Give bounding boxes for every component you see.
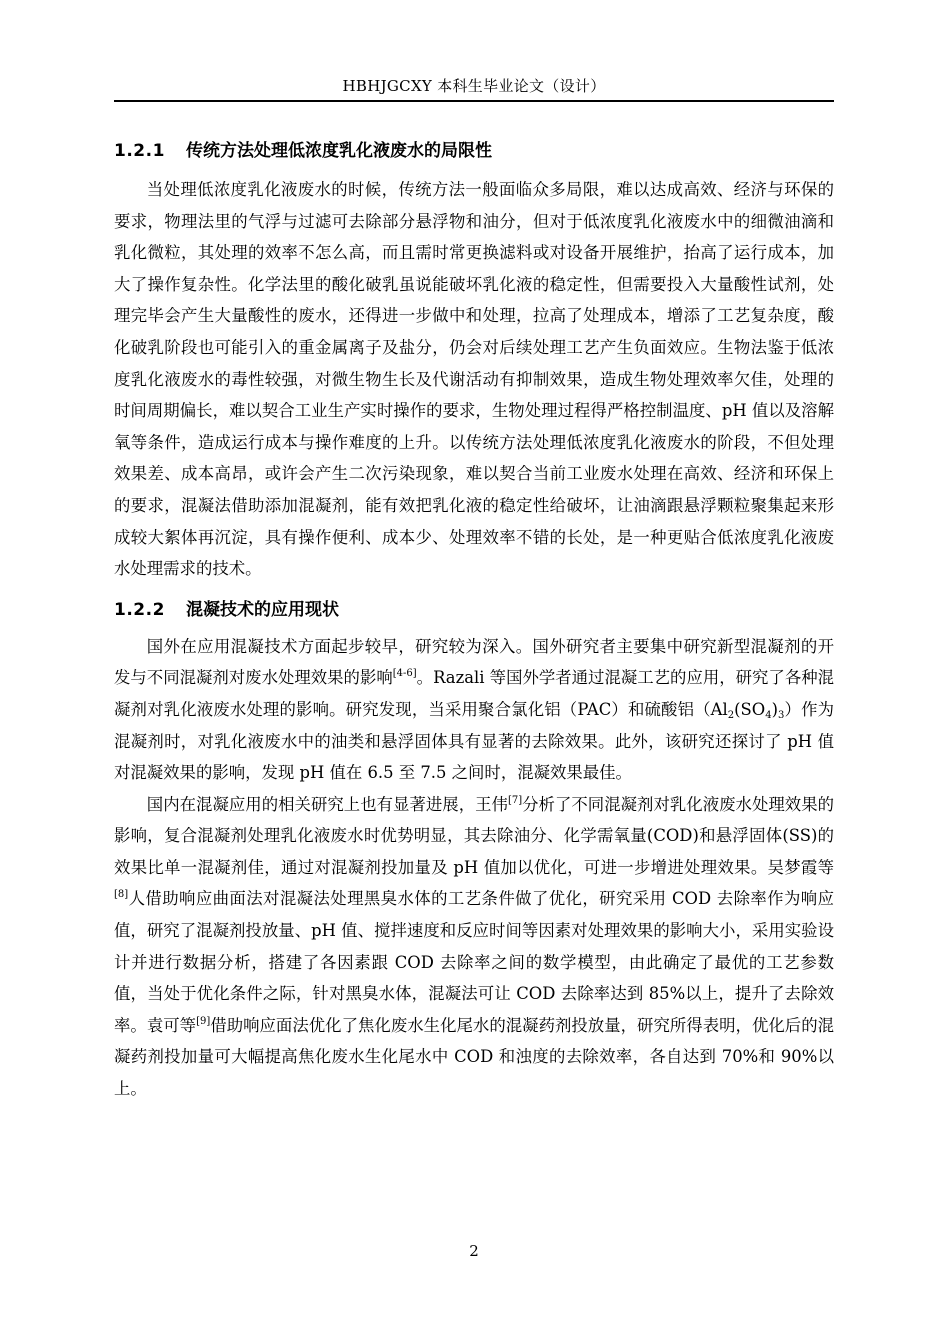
body-paragraph: [114, 631, 834, 789]
section-number: 1.2.1: [114, 141, 165, 161]
page-number: 2: [469, 1242, 479, 1260]
citation: [9]: [196, 1015, 211, 1027]
section-number: 1.2.2: [114, 599, 165, 620]
chemical-subscript: 2: [727, 709, 735, 721]
paragraph-text: 。Razali 等国外学者通过混凝工艺的应用，研究了各种混凝剂对乳化液废水处理的影响。研究发现，当采用聚合氯化铝（PAC）和硫酸铝（Al: [114, 668, 835, 719]
header-rule: [114, 100, 834, 102]
citation: [7]: [507, 794, 523, 806]
paragraph-text: 人借助响应曲面法对混凝法处理黑臭水体的工艺条件做了优化，研究采用 COD 去除率作为响应值，研究了混凝剂投放量、pH 值、搅拌速度和反应时间等因素对处理效果的影响大小，采用实验设计并进行数据分析，搭建了各因素跟 COD 去除率之间的数学模型，由此确定了最优的工艺参数值，当处于优化条件之际，针对黑臭水体，混凝法可让 COD 去除率达到 85%以上，提升了去除效率。袁可等: [114, 889, 834, 1035]
body-paragraph: [114, 789, 834, 1105]
paragraph-text: 分析了不同混凝剂对乳化液废水处理效果的影响，复合混凝剂处理乳化液废水时优势明显，其去除油分、化学需氧量(COD)和悬浮固体(SS)的效果比单一混凝剂佳，通过对混凝剂投加量及 pH 值加以优化，可进一步增进处理效果。吴梦霞等: [114, 794, 835, 877]
paragraph-text: ): [771, 699, 778, 719]
chemical-subscript: 4: [765, 709, 772, 721]
section-heading-1-2-1: [114, 134, 834, 168]
citation: [8]: [114, 889, 129, 901]
paragraph-text: (SO: [734, 699, 766, 719]
body-paragraph: 当处理低浓度乳化液废水的时候，传统方法一般面临众多局限，难以达成高效、经济与环保的要求，物理法里的气浮与过滤可去除部分悬浮物和油分，但对于低浓度乳化液废水中的细微油滴和乳化微粒，其处理的效率不怎么高，而且需时常更换滤料或对设备开展维护，抬高了运行成本，加大了操作复杂性。化学法里的酸化破乳虽说能破坏乳化液的稳定性，但需要投入大量酸性试剂，处理完毕会产生大量酸性的废水，还得进一步做中和处理，拉高了处理成本，增添了工艺复杂度，酸化破乳阶段也可能引入的重金属离子及盐分，仍会对后续处理工艺产生负面效应。生物法鉴于低浓度乳化液废水的毒性较强，对微生物生长及代谢活动有抑制效果，造成生物处理效率欠佳，处理的时间周期偏长，难以契合工业生产实时操作的要求，生物处理过程得严格控制温度、pH 值以及溶解氧等条件，造成运行成本与操作难度的上升。以传统方法处理低浓度乳化液废水的阶段，不但处理效果差、成本高昂，或许会产生二次污染现象，难以契合当前工业废水处理在高效、经济和环保上的要求，混凝法借助添加混凝剂，能有效把乳化液的稳定性给破坏，让油滴跟悬浮颗粒聚集起来形成较大絮体再沉淀，具有操作便利、成本少、处理效率不错的长处，是一种更贴合低浓度乳化液废水处理需求的技术。: [114, 180, 834, 579]
paragraph-text: 国外在应用混凝技术方面起步较早，研究较为深入。国外研究者主要集中研究新型混凝剂的开发与不同混凝剂对废水处理效果的影响: [114, 636, 834, 688]
section-title: 传统方法处理低浓度乳化液废水的局限性: [186, 141, 492, 161]
paragraph-text: 国内在混凝应用的相关研究上也有显著进展，王伟: [146, 794, 508, 814]
chemical-subscript: 3: [777, 709, 785, 721]
running-header: HBHJGCXY 本科生毕业论文（设计）: [342, 77, 606, 95]
section-title: 混凝技术的应用现状: [186, 599, 339, 620]
page-body: [114, 134, 834, 1105]
paragraph-text: 借助响应面法优化了焦化废水生化尾水的混凝药剂投放量，研究所得表明，优化后的混凝药剂投加量可大幅提高焦化废水生化尾水中 COD 和浊度的去除效率，各自达到 70%和 90%以上。: [114, 1015, 835, 1099]
section-heading-1-2-2: [114, 593, 834, 627]
citation: [4-6]: [392, 668, 417, 680]
paragraph-text: ）作为混凝剂时，对乳化液废水中的油类和悬浮固体具有显著的去除效果。此外，该研究还探讨了 pH 值对混凝效果的影响，发现 pH 值在 6.5 至 7.5 之间时，混凝效果最佳。: [114, 699, 835, 783]
